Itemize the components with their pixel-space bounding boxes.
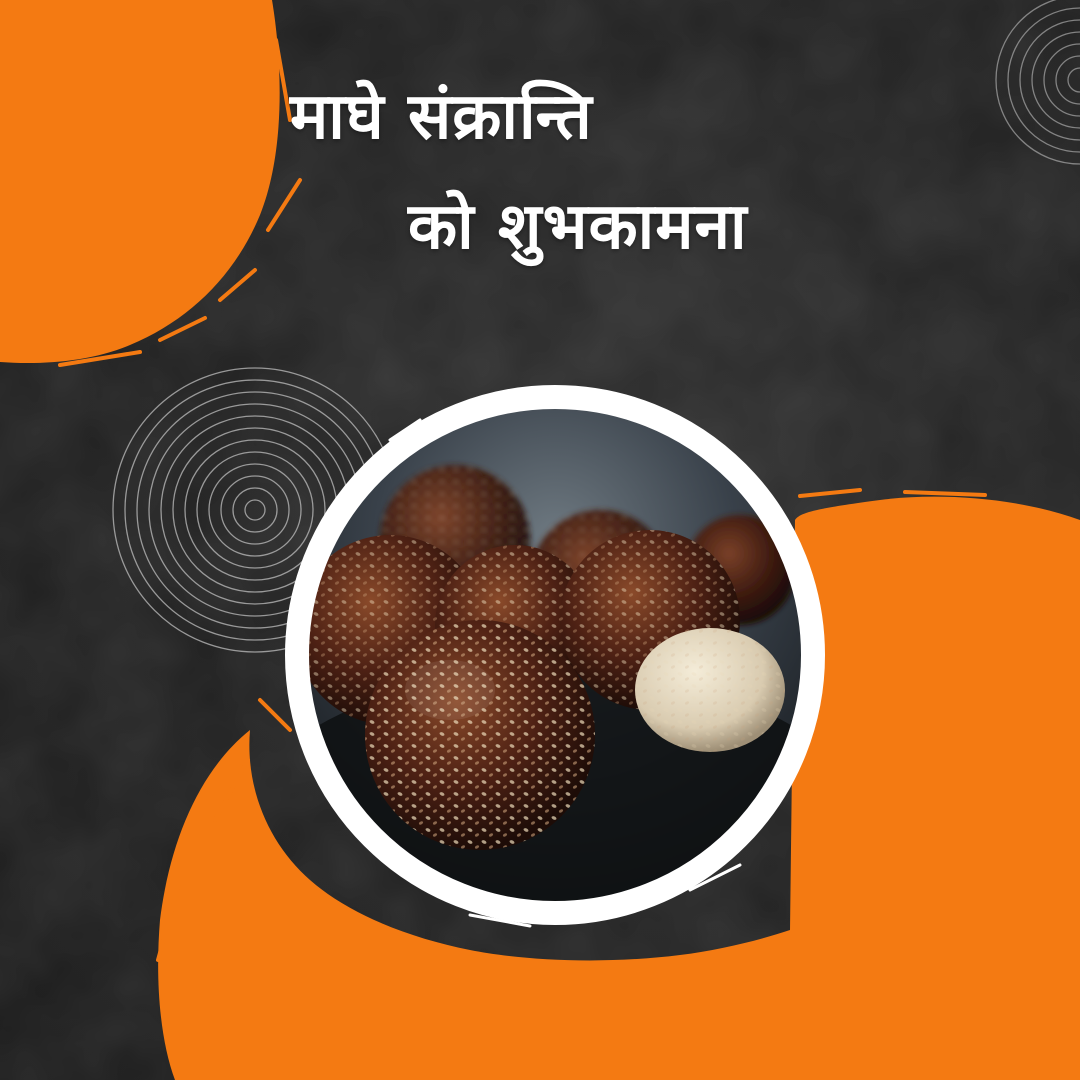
sesame-laddu-photo: [270, 370, 840, 940]
headline-line-1: माघे संक्रान्ति: [290, 80, 593, 154]
orange-shape-top-left: [0, 0, 280, 363]
headline-line-2: को शुभकामना: [408, 190, 748, 264]
laddu-photo-frame: [270, 370, 840, 940]
concentric-ripples-right: [910, 0, 1080, 170]
